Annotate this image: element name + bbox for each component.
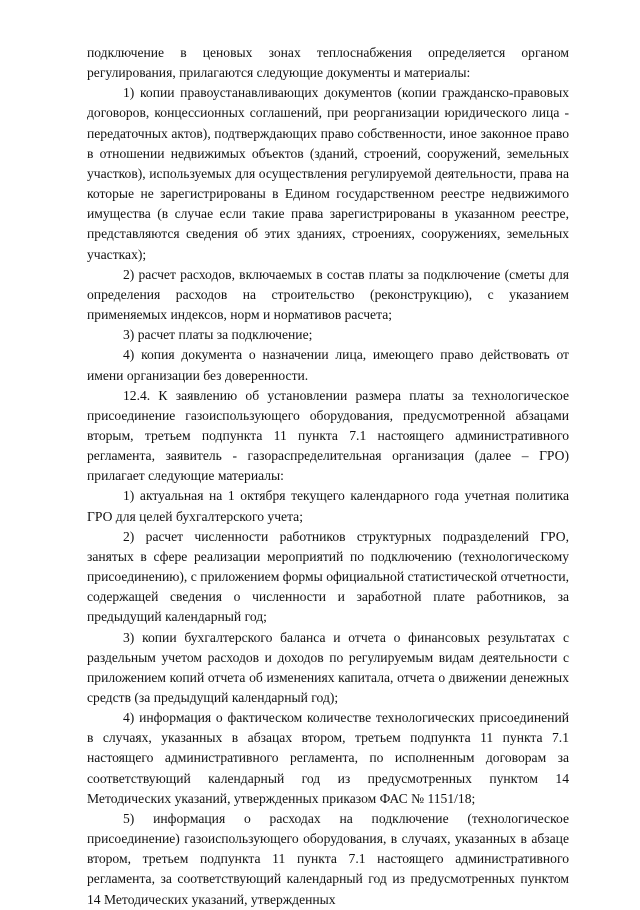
paragraph-item-4-appointment-copy: 4) копия документа о назначении лица, имеющего право действовать от имени организации без доверенности. — [87, 347, 569, 383]
paragraph-gro-item-4-connections-info: 4) информация о фактическом количестве технологических присоединений в случаях, указанных в абзацах втором, третьем подпункта 11 пункта 7.1 настоящего административного регламента, по исполненным договорам за соответствующий календарный год из предусмотренных пунктом 14 Методических указаний, утвержденных приказом ФАС № 1151/18; — [87, 710, 569, 806]
paragraph-section-12-4: 12.4. К заявлению об установлении размера платы за технологическое присоединение газоиспользующего оборудования, предусмотренной абзацами вторым, третьем подпункта 11 пункта 7.1 настоящего административного регламента, заявитель - газораспределительная организация (далее – ГРО) прилагает следующие материалы: — [87, 387, 569, 484]
paragraph-gro-item-1-accounting-policy: 1) актуальная на 1 октября текущего календарного года учетная политика ГРО для целей бухгалтерского учета; — [87, 488, 569, 524]
paragraph-item-2-cost-calculation: 2) расчет расходов, включаемых в состав платы за подключение (сметы для определения расходов на строительство (реконструкцию), с указанием применяемых индексов, норм и нормативов расчета; — [87, 266, 569, 323]
paragraph-continuation: подключение в ценовых зонах теплоснабжения определяется органом регулирования, прилагаются следующие документы и материалы: — [87, 45, 569, 81]
paragraph-item-3-fee-calculation: 3) расчет платы за подключение; — [123, 327, 313, 343]
paragraph-gro-item-5-expenses-info: 5) информация о расходах на подключение (технологическое присоединение) газоиспользующего оборудования, в случаях, указанных в абзаце втором, третьем подпункта 11 пункта 7.1 настоящего административного регламента, за соответствующий календарный год из предусмотренных пунктом 14 Методических указаний, утвержденных — [87, 810, 569, 907]
document-page — [87, 43, 569, 910]
paragraph-gro-item-2-staff-calculation: 2) расчет численности работников структурных подразделений ГРО, занятых в сфере реализации мероприятий по подключению (технологическому присоединению), с приложением формы официальной статистической отчетности, содержащей сведения о численности и заработной плате работников, за предыдущий календарный год; — [87, 528, 569, 625]
paragraph-item-1-title-documents: 1) копии правоустанавливающих документов (копии гражданско-правовых договоров, концессионных соглашений, при реорганизации юридического лица - передаточных актов), подтверждающих право собственности, иное законное право в отношении недвижимых объектов (зданий, строений, сооружений, земельных участков), используемых для осуществления регулируемой деятельности, права на которые не зарегистрированы в Едином государственном реестре недвижимого имущества (в случае если такие права зарегистрированы в указанном реестре, представляются сведения об этих зданиях, строениях, сооружениях, земельных участках); — [87, 85, 569, 262]
paragraph-gro-item-3-balance-sheet: 3) копии бухгалтерского баланса и отчета о финансовых результатах с раздельным учетом расходов и доходов по регулируемым видам деятельности с приложением копий отчета об изменениях капитала, отчета о движении денежных средств (за предыдущий календарный год); — [87, 629, 569, 705]
